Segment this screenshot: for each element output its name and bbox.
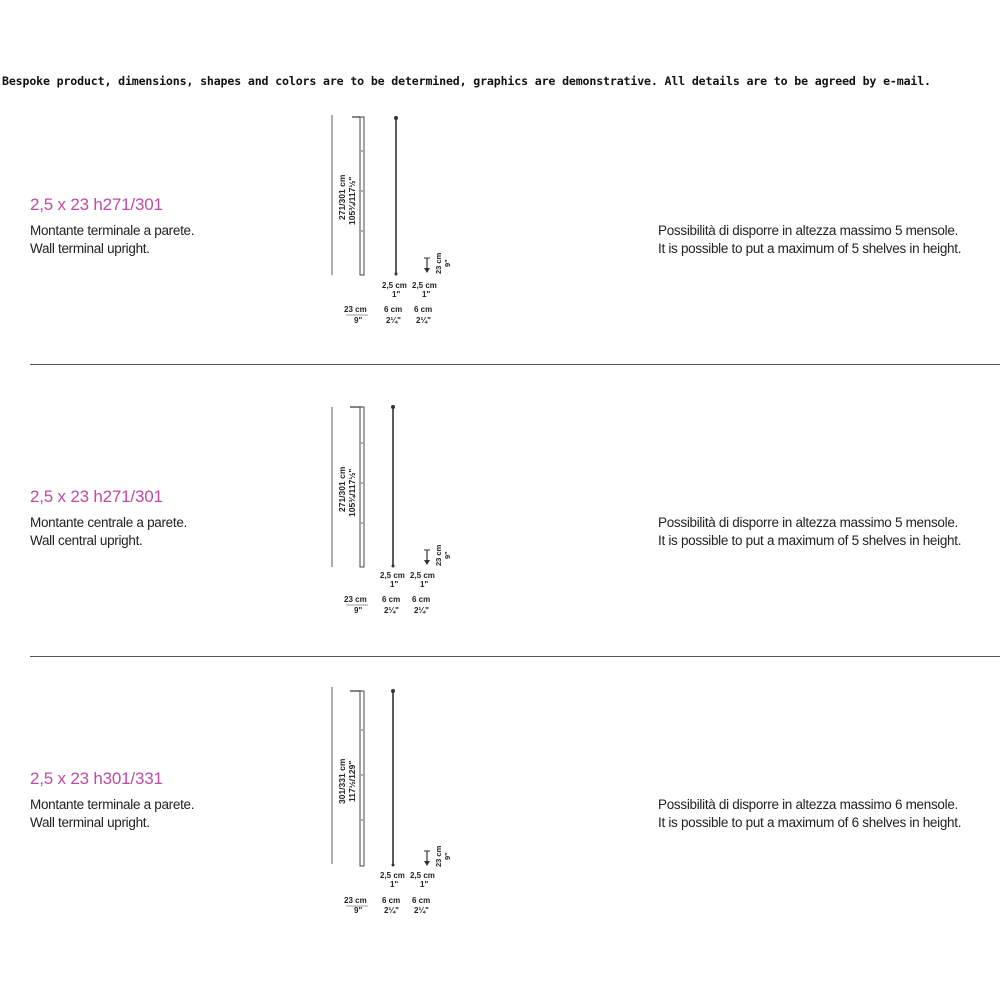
product-description-italian: Montante terminale a parete.: [30, 797, 195, 812]
product-section-1: [0, 110, 1000, 400]
front-width-cm: 2,5 cm: [380, 571, 405, 580]
base2-label-in: 2¼": [414, 606, 429, 615]
product-description-english: Wall central upright.: [30, 533, 143, 548]
shelf-note-italian: Possibilità di disporre in altezza massimo 6 mensole.: [658, 797, 958, 812]
base2-label-in: 2¼": [414, 906, 429, 914]
base2-label-in: 2¼": [416, 316, 431, 325]
bracket-label-in: 9": [443, 551, 452, 559]
depth-label-in: 9": [354, 606, 363, 615]
height-label-in: 117½/129": [347, 760, 357, 802]
side-width-in: 1": [420, 580, 429, 589]
base2-label-cm: 6 cm: [414, 305, 433, 314]
bracket-label-cm: 23 cm: [434, 544, 443, 566]
product-description-italian: Montante centrale a parete.: [30, 515, 188, 530]
front-width-in: 1": [390, 880, 399, 889]
base2-label-cm: 6 cm: [412, 896, 431, 905]
depth-label-cm: 23 cm: [344, 595, 367, 604]
upright-front-view: [391, 689, 395, 867]
shelf-note-english: It is possible to put a maximum of 6 shelves in height.: [658, 815, 962, 830]
bracket-label-in: 9": [443, 259, 452, 267]
base-label-cm: 6 cm: [382, 595, 401, 604]
height-label-cm: 271/301 cm: [337, 174, 347, 220]
shelf-note-italian: Possibilità di disporre in altezza massimo 5 mensole.: [658, 515, 958, 530]
height-label-in: 105¾/117½": [347, 468, 357, 517]
technical-drawing: [300, 684, 480, 914]
depth-label-cm: 23 cm: [344, 305, 367, 314]
section-divider: [30, 656, 1000, 657]
bracket-detail: [424, 544, 452, 566]
upright-front-view: [394, 116, 398, 276]
shelf-note-english: It is possible to put a maximum of 5 shelves in height.: [658, 241, 962, 256]
base-label-in: 2¼": [386, 316, 401, 325]
technical-drawing: [300, 402, 480, 632]
side-width-cm: 2,5 cm: [412, 281, 437, 290]
bracket-label-in: 9": [443, 852, 452, 860]
side-width-cm: 2,5 cm: [410, 871, 435, 880]
product-section-3: [0, 684, 1000, 974]
depth-label-in: 9": [354, 906, 363, 914]
bracket-label-cm: 23 cm: [434, 845, 443, 867]
product-description-english: Wall terminal upright.: [30, 815, 150, 830]
front-width-in: 1": [390, 580, 399, 589]
section-divider: [30, 364, 1000, 365]
depth-label-in: 9": [354, 316, 363, 325]
side-width-cm: 2,5 cm: [410, 571, 435, 580]
disclaimer-text: Bespoke product, dimensions, shapes and colors are to be determined, graphics are demonstrative. All details are to be agreed by e-mail.: [2, 74, 931, 88]
product-dimensions-title: 2,5 x 23 h301/331: [30, 769, 163, 788]
base-label-cm: 6 cm: [384, 305, 403, 314]
product-description-english: Wall terminal upright.: [30, 241, 150, 256]
height-label-in: 105¾/117½": [347, 176, 357, 225]
base2-label-cm: 6 cm: [412, 595, 431, 604]
upright-front-view: [391, 405, 395, 568]
product-dimensions-title: 2,5 x 23 h271/301: [30, 195, 163, 214]
height-label-cm: 271/301 cm: [337, 466, 347, 512]
front-width-cm: 2,5 cm: [382, 281, 407, 290]
product-section-2: [0, 402, 1000, 692]
front-width-cm: 2,5 cm: [380, 871, 405, 880]
product-dimensions-title: 2,5 x 23 h271/301: [30, 487, 163, 506]
base-label-in: 2¼": [384, 906, 399, 914]
front-width-in: 1": [392, 290, 401, 299]
bracket-detail: [424, 845, 452, 867]
bracket-detail: [424, 252, 452, 274]
shelf-note-italian: Possibilità di disporre in altezza massimo 5 mensole.: [658, 223, 958, 238]
shelf-note-english: It is possible to put a maximum of 5 shelves in height.: [658, 533, 962, 548]
base-label-in: 2¼": [384, 606, 399, 615]
height-label-cm: 301/331 cm: [337, 758, 347, 804]
side-width-in: 1": [422, 290, 431, 299]
side-width-in: 1": [420, 880, 429, 889]
base-label-cm: 6 cm: [382, 896, 401, 905]
product-description-italian: Montante terminale a parete.: [30, 223, 195, 238]
technical-drawing: [300, 110, 480, 340]
bracket-label-cm: 23 cm: [434, 252, 443, 274]
depth-label-cm: 23 cm: [344, 896, 367, 905]
